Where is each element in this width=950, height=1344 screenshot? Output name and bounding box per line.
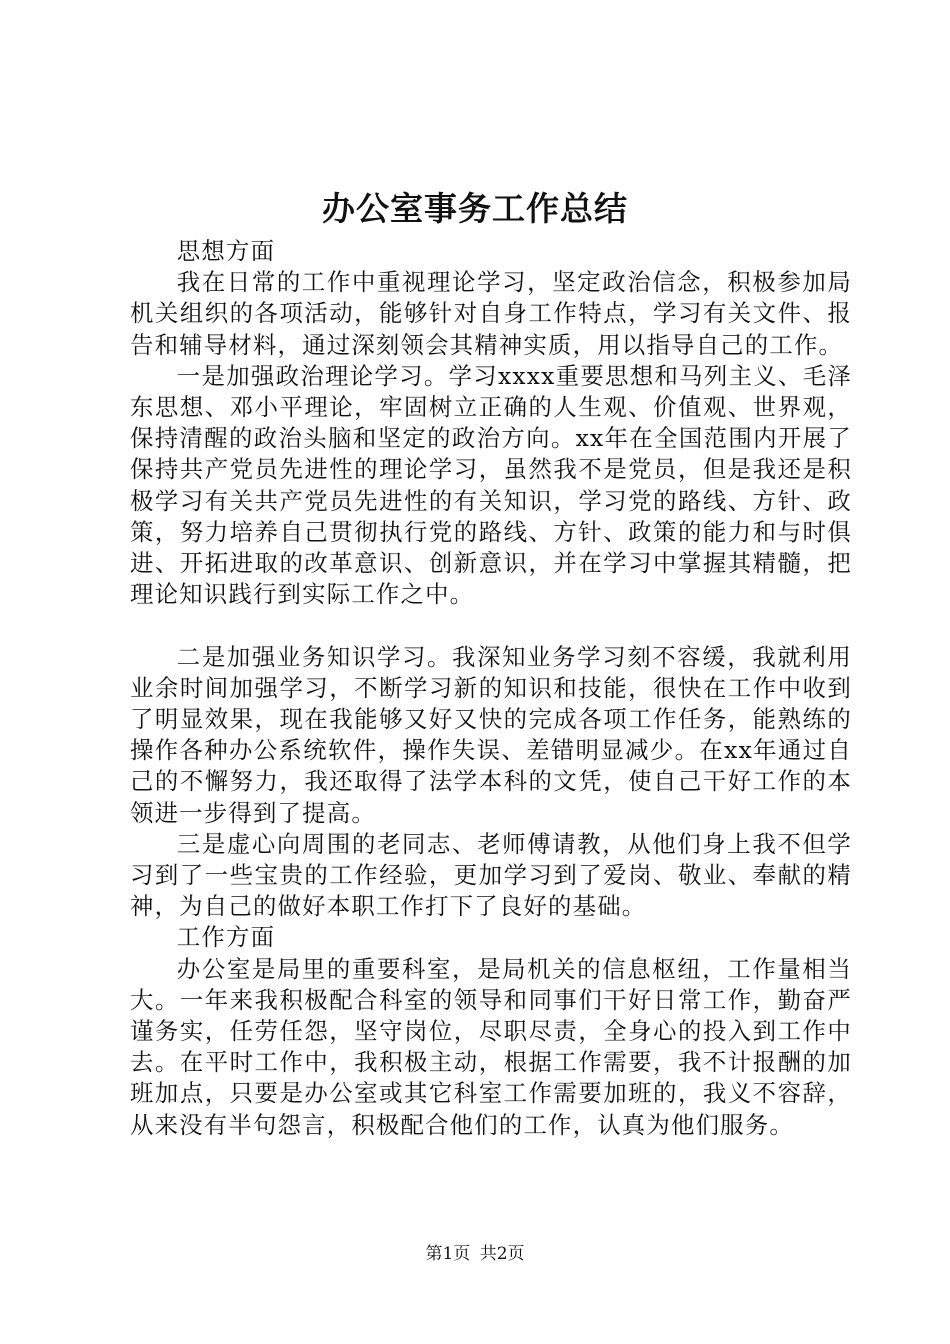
section-heading-work: 工作方面 (176, 923, 276, 952)
paragraph-learn-from-elders: 三是虚心向周围的老同志、老师傅请教，从他们身上我不但学习到了一些宝贵的工作经验，更加学习到了爱岗、敬业、奉献的精神，为自己的做好本职工作打下了良好的基础。 (130, 829, 852, 921)
paragraph-office-work: 办公室是局里的重要科室，是局机关的信息枢纽，工作量相当大。一年来我积极配合科室的领导和同事们干好日常工作，勤奋严谨务实，任劳任怨，坚守岗位，尽职尽责，全身心的投入到工作中去。在平时工作中，我积极主动，根据工作需要，我不计报酬的加班加点，只要是办公室或其它科室工作需要加班的，我义不容辞，从来没有半句怨言，积极配合他们的工作，认真为他们服务。 (130, 954, 852, 1139)
paragraph-intro: 我在日常的工作中重视理论学习，坚定政治信念，积极参加局机关组织的各项活动，能够针对自身工作特点，学习有关文件、报告和辅导材料，通过深刻领会其精神实质，用以指导自己的工作。 (130, 268, 852, 359)
paragraph-political-study: 一是加强政治理论学习。学习xxxx重要思想和马列主义、毛泽东思想、邓小平理论，牢固树立正确的人生观、价值观、世界观，保持清醒的政治头脑和坚定的政治方向。xx年在全国范围内开展了保持共产党员先进性的理论学习，虽然我不是党员，但是我还是积极学习有关共产党员先进性的有关知识，学习党的路线、方针、政策，努力培养自己贯彻执行党的路线、方针、政策的能力和与时俱进、开拓进取的改革意识、创新意识，并在学习中掌握其精髓，把理论知识践行到实际工作之中。 (130, 361, 852, 609)
page-footer (0, 1242, 950, 1266)
paragraph-business-study: 二是加强业务知识学习。我深知业务学习刻不容缓，我就利用业余时间加强学习，不断学习新的知识和技能，很快在工作中收到了明显效果，现在我能够又好又快的完成各项工作任务，能熟练的操作各种办公系统软件，操作失误、差错明显减少。在xx年通过自己的不懈努力，我还取得了法学本科的文凭，使自己干好工作的本领进一步得到了提高。 (130, 642, 852, 827)
page-total: 共2页 (479, 1244, 525, 1264)
page-number: 第1页 (425, 1244, 471, 1264)
section-heading-thought: 思想方面 (176, 237, 276, 265)
document-title: 办公室事务工作总结 (322, 189, 628, 228)
document-body (130, 236, 852, 1141)
